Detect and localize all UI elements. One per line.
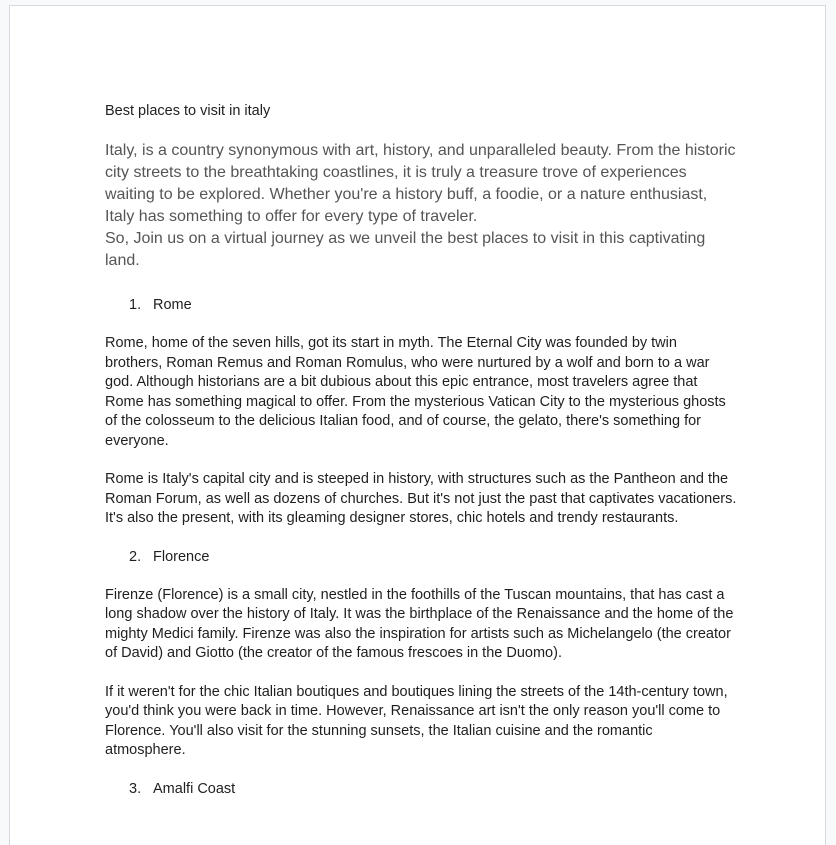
body-paragraph: If it weren't for the chic Italian boutiques and boutiques lining the streets of the 14th-century town, you'd think you were back in time. However, Renaissance art isn't the only reason you'll come to Florence. You'll also visit for the stunning sunsets, the Italian cuisine and the romantic atmosphere. — [105, 683, 728, 758]
list-number: 1. — [129, 297, 142, 313]
body-paragraph: Rome, home of the seven hills, got its start in myth. The Eternal City was founded by twin brothers, Roman Remus and Roman Romulus, who were nurtured by a wolf and born to a war god. Although historians are a bit dubious about this epic entrance, most travelers agree that Rome has something magical to offer. From the mysterious Vatican City to the mysterious ghosts of the colosseum to the delicious Italian food, and of course, the gelato, there's something for everyone. — [105, 335, 726, 449]
document-body[interactable] — [105, 102, 737, 818]
intro-paragraph: So, Join us on a virtual journey as we unveil the best places to visit in this captivating land. — [105, 230, 706, 269]
intro-block — [105, 140, 737, 272]
list-number: 3. — [129, 780, 142, 797]
list-item-heading — [129, 780, 737, 798]
list-item-heading — [129, 296, 737, 314]
document-title: Best places to visit in italy — [105, 103, 271, 119]
document-page — [9, 5, 826, 845]
body-paragraph: Firenze (Florence) is a small city, nestled in the foothills of the Tuscan mountains, that has cast a long shadow over the history of Italy. It was the birthplace of the Renaissance and the home of the mighty Medici family. Firenze was also the inspiration for artists such as Michelangelo (the creator of David) and Giotto (the creator of the famous frescoes in the Duomo). — [105, 586, 734, 661]
section-heading-text: Rome — [153, 297, 192, 313]
intro-paragraph: Italy, is a country synonymous with art, history, and unparalleled beauty. From the historic city streets to the breathtaking coastlines, it is truly a treasure trove of experiences waiting to be explored. Whether you're a history buff, a foodie, or a nature enthusiast, Italy has something to offer for every type of traveler. — [105, 142, 736, 225]
list-item-heading — [129, 548, 737, 566]
list-number: 2. — [129, 548, 142, 565]
section-heading-text: Florence — [153, 548, 210, 565]
body-paragraph: Rome is Italy's capital city and is steeped in history, with structures such as the Pantheon and the Roman Forum, as well as dozens of churches. But it's not just the past that captivates vacationers. It's also the present, with its gleaming designer stores, chic hotels and trendy restaurants. — [105, 471, 737, 526]
section-heading-text: Amalfi Coast — [153, 780, 236, 797]
